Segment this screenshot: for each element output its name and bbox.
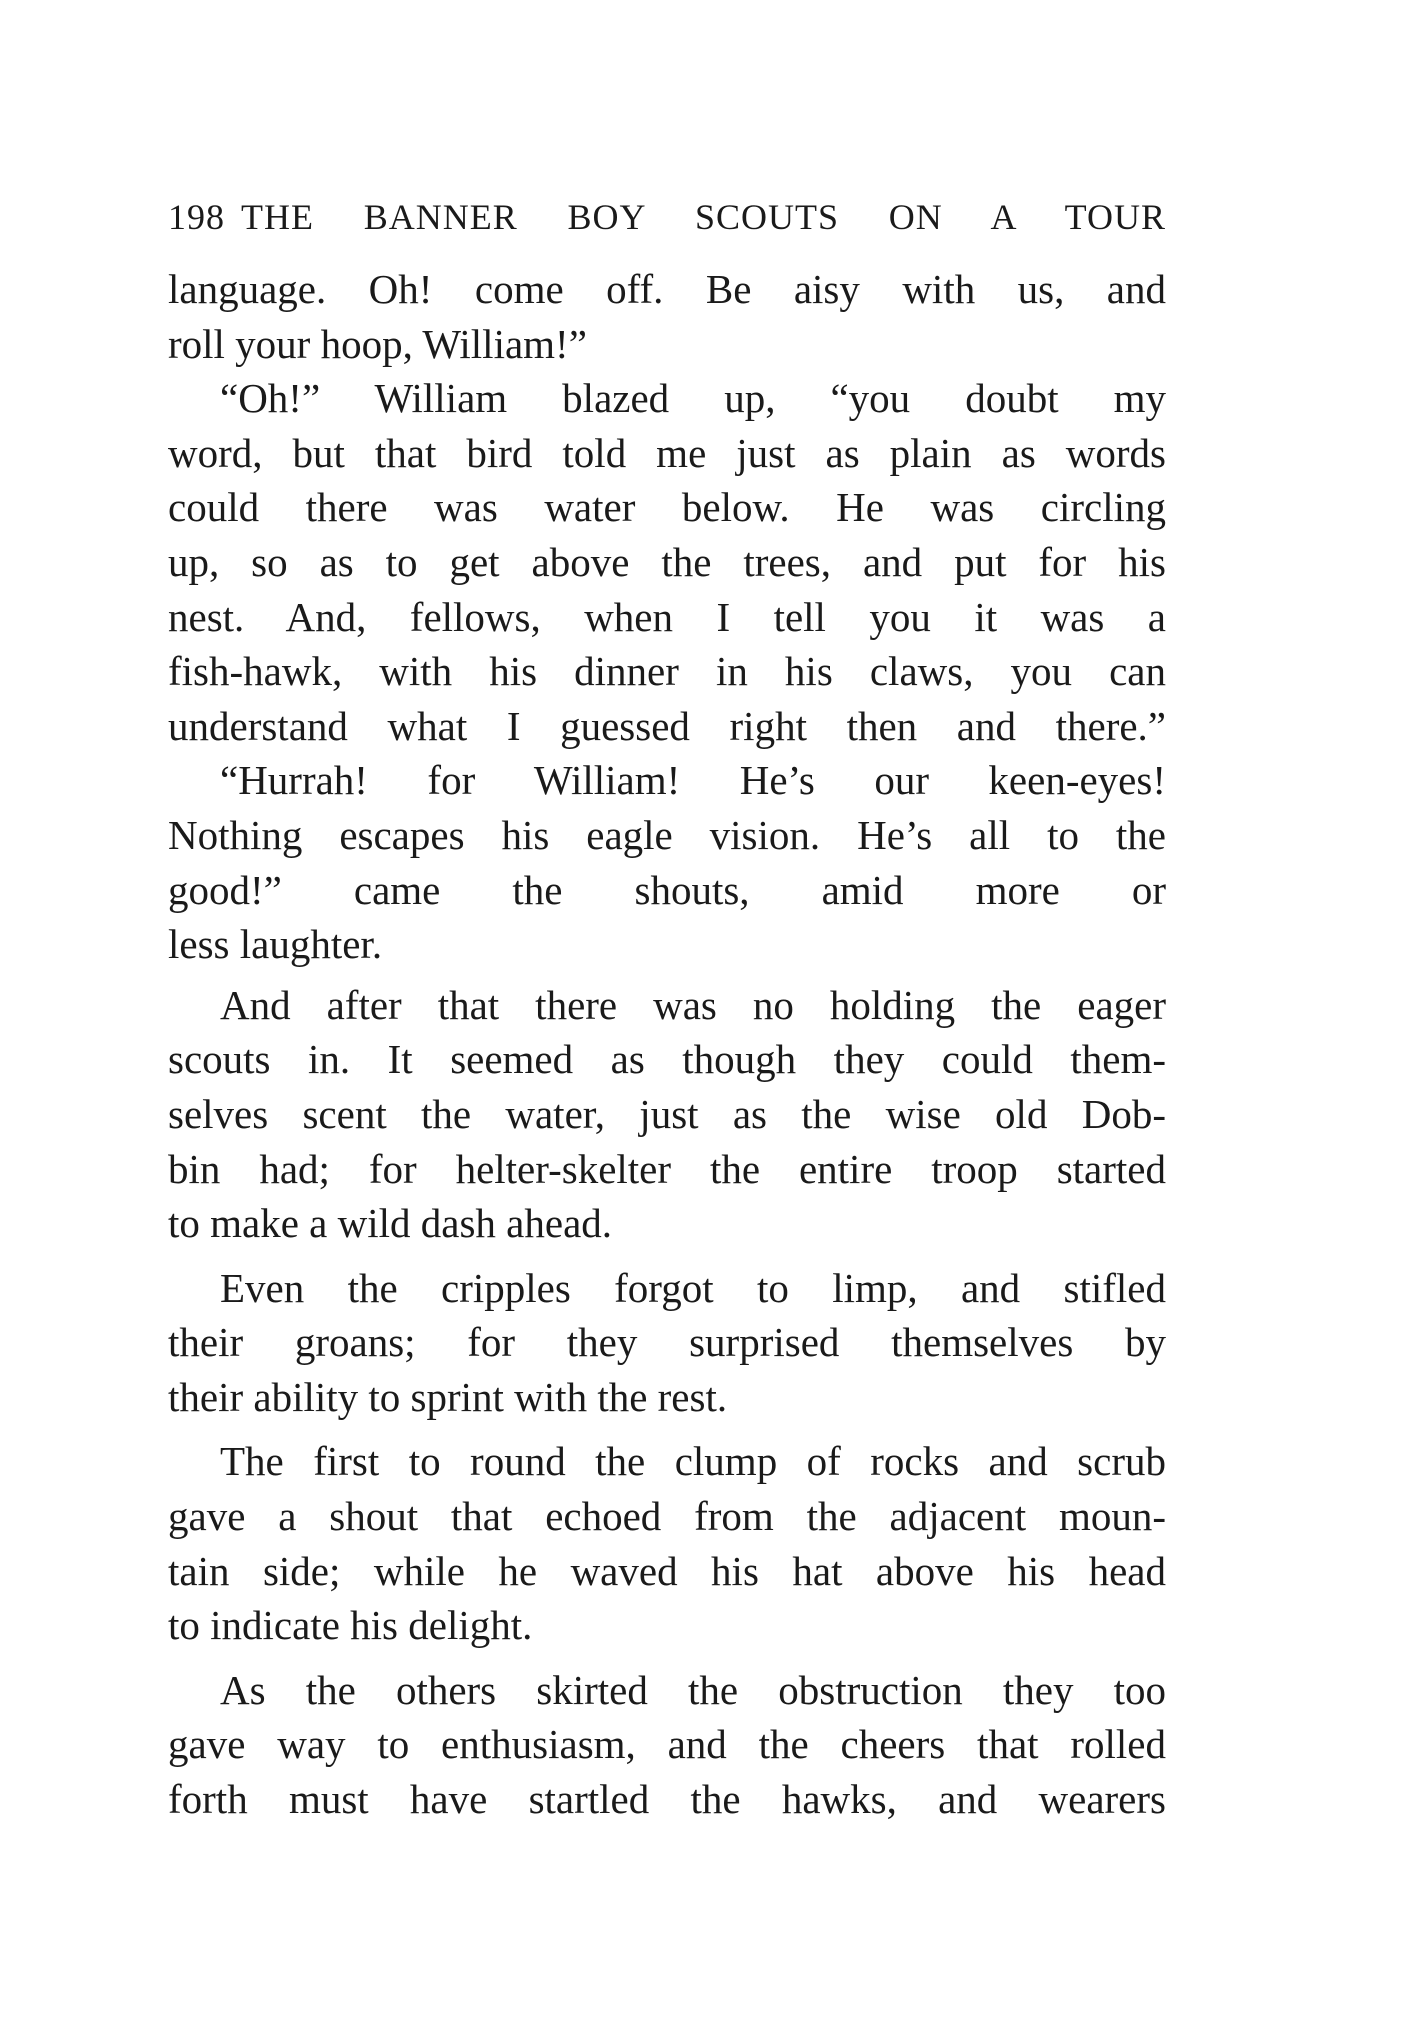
text-line: roll your hoop, William!” [168,320,587,367]
paragraph-4 [168,978,1166,1251]
paragraph-1 [168,262,1166,371]
text-line: up, so as to get above the trees, and put for his [168,538,1166,585]
text-line: their ability to sprint with the rest. [168,1373,728,1420]
text-line: understand what I guessed right then and there.” [168,702,1166,749]
text-line: their groans; for they surprised themselves by [168,1319,1166,1366]
text-line: forth must have startled the hawks, and wearers [168,1776,1166,1823]
running-title: THE BANNER BOY SCOUTS ON A TOUR [241,197,1166,237]
body-text [168,262,1166,1827]
text-line: language. Oh! come off. Be aisy with us, and [168,266,1166,312]
text-line: Even the cripples forgot to limp, and stifled [220,1264,1166,1311]
text-line: to make a wild dash ahead. [168,1200,613,1247]
paragraph-7 [168,1663,1166,1827]
paragraph-6 [168,1434,1166,1652]
text-line: tain side; while he waved his hat above his head [168,1547,1166,1594]
paragraph-2 [168,371,1166,753]
text-line: to indicate his delight. [168,1602,533,1649]
text-line: “Oh!” William blazed up, “you doubt my [220,375,1166,422]
text-line: less laughter. [168,921,383,968]
text-line: And after that there was no holding the eager [220,981,1166,1028]
text-line: could there was water below. He was circling [168,484,1166,531]
text-line: “Hurrah! for William! He’s our keen-eyes! [220,757,1166,804]
text-line: good!” came the shouts, amid more or [168,866,1166,913]
text-line: As the others skirted the obstruction they too [220,1666,1166,1713]
text-line: The first to round the clump of rocks and scrub [220,1438,1166,1485]
page-number: 198 [168,197,225,237]
text-line: nest. And, fellows, when I tell you it was a [168,593,1166,640]
text-line: gave way to enthusiasm, and the cheers that rolled [168,1721,1166,1768]
paragraph-3 [168,753,1166,971]
text-line: word, but that bird told me just as plain as words [168,429,1166,476]
text-line: gave a shout that echoed from the adjacent moun- [168,1493,1166,1540]
text-line: selves scent the water, just as the wise old Dob- [168,1090,1166,1137]
running-head [168,188,1166,238]
text-line: Nothing escapes his eagle vision. He’s all to the [168,811,1166,858]
text-line: bin had; for helter-skelter the entire troop started [168,1145,1166,1192]
text-line: fish-hawk, with his dinner in his claws, you can [168,648,1166,695]
paragraph-5 [168,1261,1166,1425]
text-line: scouts in. It seemed as though they could them- [168,1036,1166,1083]
